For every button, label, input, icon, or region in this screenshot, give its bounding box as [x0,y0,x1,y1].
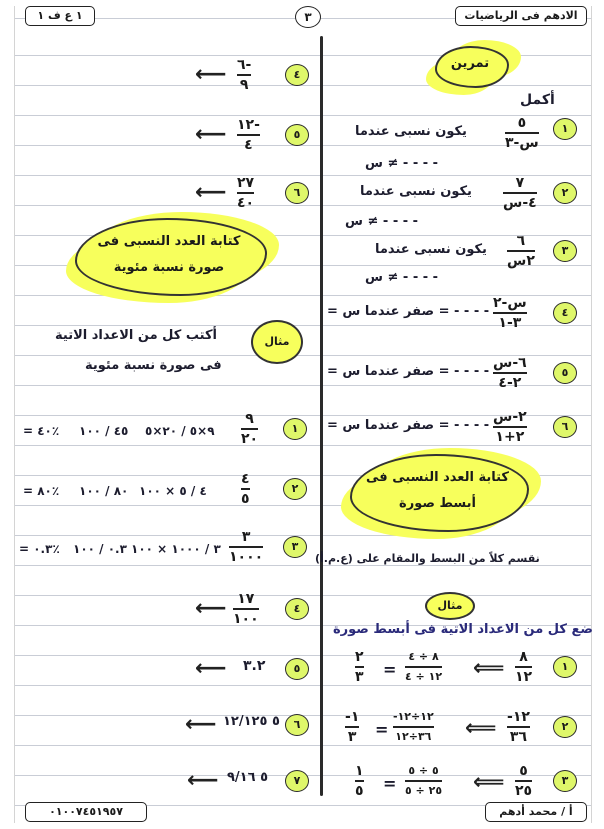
right-item-text: = صفر عندما س = - - - - [327,304,490,319]
footer-phone: ٠١٠٠٧٤٥١٩٥٧ [25,802,147,822]
left-item-value: ٥ ٩/١٦ [227,770,269,785]
example-work: -١٢÷١٢ ٣٦÷١٢ [393,710,434,743]
percent-cloud-line1: كتابة العدد النسبى فى [97,234,241,249]
example-work: ٥ ÷ ٥ ٢٥ ÷ ٥ [405,764,443,797]
equals-sign: = [383,774,397,793]
example-number: ١ [553,656,577,678]
arrow-icon: ⟵ [195,62,227,87]
right-item-number: ٦ [553,416,577,438]
equals-sign: = [383,660,397,679]
arrow-icon: ⟵ [195,596,227,621]
percent-item-question: ٣ ١٠٠٠ [229,529,264,565]
footer-teacher: أ / محمد أدهم [485,802,587,822]
example-question: ٥ ٢٥ [515,763,533,799]
percent-item-number: ١ [283,418,307,440]
header-title: الادهم فى الرياضيات [455,6,587,26]
left-item-number: ٤ [285,64,309,86]
right-item-condition: س ≠ - - - - [365,270,439,285]
complete-label: أكمل [520,92,555,108]
percent-item-result: ٤٥ / ١٠٠ [79,424,129,438]
left-item-fraction: ١٢- ٤ [237,117,260,153]
percent-item-work: ٤ / ٥ × ١٠٠ [139,484,207,498]
percent-item-number: ٢ [283,478,307,500]
example-instruction-right: ضع كل من الاعداد الاتية فى أبسط صورة [333,622,593,637]
example-instruction-left-1: أكتب كل من الاعداد الاتية [55,328,217,343]
percent-cloud-line2: صورة نسبة مئوية [113,260,225,275]
percent-item-value: = ٤٠٪ [23,424,60,438]
simplest-form-cloud-line1: كتابة العدد النسبى فى [366,470,509,485]
notebook-page [14,6,592,823]
percent-item-question: ٩ ٢٠ [241,411,259,447]
example-number: ٢ [553,716,577,738]
left-item-number: ٥ [285,658,309,680]
example-answer: ١ ٥ [355,763,364,799]
right-item-number: ٤ [553,302,577,324]
example-answer: -١ ٣ [345,709,360,745]
page-number: ٣ [295,6,321,28]
equals-sign: = [375,720,389,739]
left-item-number: ٦ [285,714,309,736]
left-item-number: ٤ [285,598,309,620]
right-item-text: = صفر عندما س = - - - - [327,418,490,433]
arrow-icon: ⟵ [185,712,217,737]
right-item-fraction: ٦ ٢س [507,233,535,269]
arrow-icon: ⟵ [187,768,219,793]
percent-item-result: ٨٠ / ١٠٠ [79,484,129,498]
percent-item-work: ٣ / ١٠٠٠ × ١٠٠ [131,542,221,556]
right-item-fraction: ٧ ٤-س [503,175,537,211]
column-divider [320,36,323,796]
right-item-text: = صفر عندما س = - - - - [327,364,490,379]
right-item-fraction: س-٢ ٣-١ [493,295,527,331]
percent-item-result: ٠.٣ / ١٠٠ [73,542,127,556]
right-item-text: يكون نسبى عندما [360,184,472,199]
gcd-note: نقسم كلاً من البسط والمقام على (ع.م.أ) [315,552,540,565]
left-item-value: ٣.٢ [243,658,266,674]
example-question: -١٢ ٣٦ [507,709,530,745]
right-item-fraction: ٦-س ٢-٤ [493,355,527,391]
left-item-fraction: ٦- ٩ [237,57,252,93]
left-item-fraction: ١٧ ١٠٠ [233,591,259,627]
example-bubble-left: مثال [251,320,303,364]
left-item-number: ٧ [285,770,309,792]
left-item-fraction: ٢٧ ٤٠ [237,175,255,211]
exercise-cloud-label: تمرين [450,56,490,71]
left-item-value: ٥ ١٢/١٢٥ [223,714,280,729]
example-answer: ٢ ٣ [355,649,364,685]
right-item-fraction: ٥ س-٣ [505,115,539,151]
right-item-text: يكون نسبى عندما [375,242,487,257]
right-item-number: ٢ [553,182,577,204]
example-work: ٨ ÷ ٤ ١٢ ÷ ٤ [405,650,443,683]
percent-item-work: ٩×٥ / ٢٠×٥ [145,424,215,438]
right-item-number: ٥ [553,362,577,384]
arrow-icon: ⟸ [465,716,497,741]
left-item-number: ٥ [285,124,309,146]
arrow-icon: ⟸ [473,656,505,681]
percent-item-question: ٤ ٥ [241,471,250,507]
example-question: ٨ ١٢ [515,649,533,685]
arrow-icon: ⟵ [195,122,227,147]
right-item-number: ٣ [553,240,577,262]
header-grade: ١ ع ف ١ [25,6,95,26]
simplest-form-cloud [350,454,529,532]
simplest-form-cloud-line2: أبسط صورة [399,496,476,511]
arrow-icon: ⟵ [195,656,227,681]
percent-cloud [75,218,267,296]
right-item-condition: س ≠ - - - - [345,214,419,229]
right-item-condition: س ≠ - - - - [365,156,439,171]
arrow-icon: ⟸ [473,770,505,795]
right-item-fraction: ٢-س ٢+١ [493,409,527,445]
arrow-icon: ⟵ [195,180,227,205]
percent-item-value: = ٨٠٪ [23,484,60,498]
left-item-number: ٦ [285,182,309,204]
example-number: ٣ [553,770,577,792]
right-item-text: يكون نسبى عندما [355,124,467,139]
example-instruction-left-2: فى صورة نسبة مئوية [85,358,222,373]
percent-item-value: = ٠.٣٪ [19,542,60,556]
right-item-number: ١ [553,118,577,140]
percent-item-number: ٣ [283,536,307,558]
example-bubble-right: مثال [425,592,475,620]
